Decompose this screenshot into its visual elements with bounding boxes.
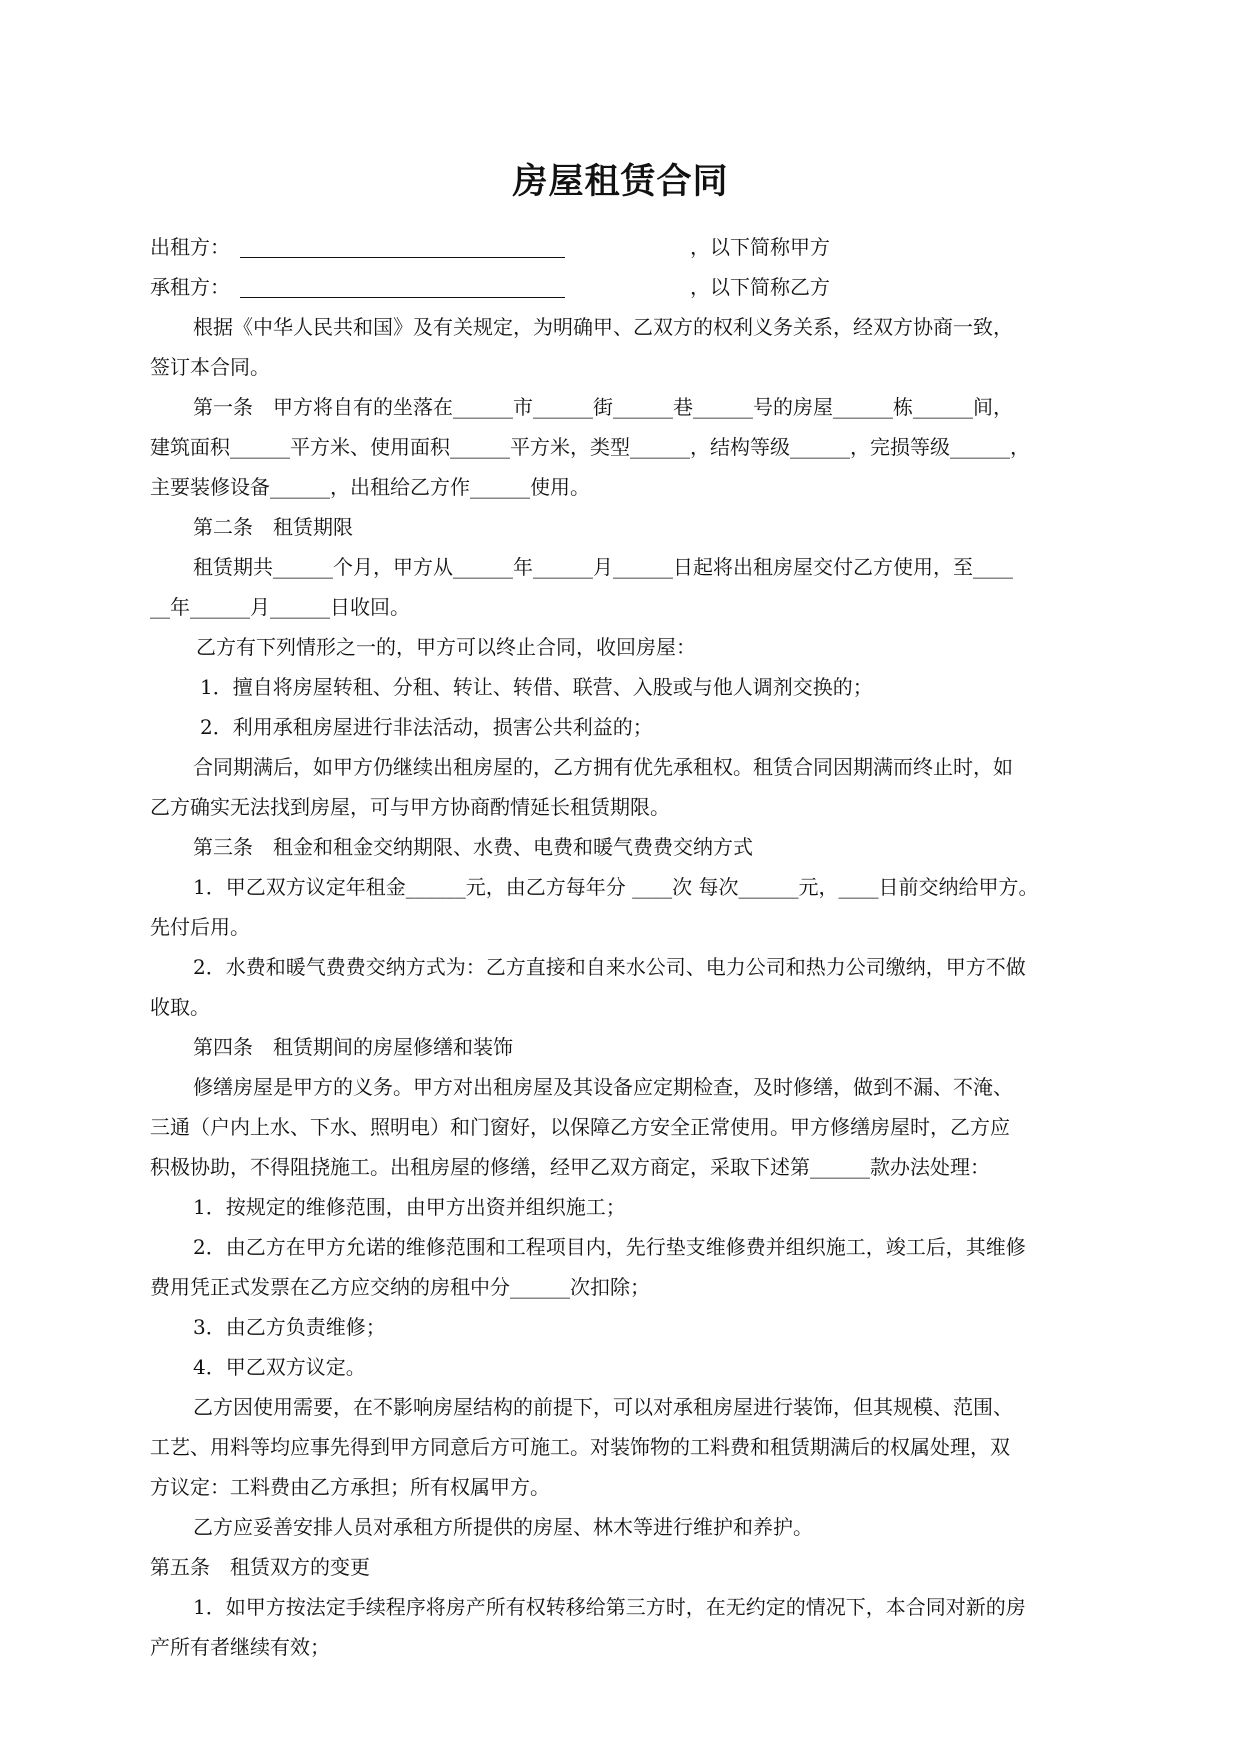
list-item: 1．如甲方按法定手续程序将房产所有权转移给第三方时，在无约定的情况下，本合同对新的房 <box>193 1595 1026 1619</box>
list-item: 2．由乙方在甲方允诺的维修范围和工程项目内，先行垫支维修费并组织施工，竣工后，其维修 <box>193 1235 1026 1259</box>
list-item: 1．甲乙双方议定年租金______元，由乙方每年分 ____次 每次______元，____日前交纳给甲方。 <box>193 875 1039 899</box>
paragraph-line: 先付后用。 <box>150 915 250 939</box>
paragraph-line: 积极协助，不得阻挠施工。出租房屋的修缮，经甲乙双方商定，采取下述第______款办法处理： <box>150 1155 990 1179</box>
paragraph-line: 合同期满后，如甲方仍继续出租房屋的，乙方拥有优先承租权。租赁合同因期满而终止时，如 <box>193 755 1013 779</box>
paragraph-line: 费用凭正式发票在乙方应交纳的房租中分______次扣除； <box>150 1275 650 1299</box>
paragraph-line: 收取。 <box>150 995 210 1019</box>
paragraph-line: 租赁期共______个月，甲方从______年______月______日起将出租房屋交付乙方使用，至____ <box>193 555 1013 579</box>
lessor-blank <box>240 235 565 258</box>
list-item: 2．水费和暖气费费交纳方式为：乙方直接和自来水公司、电力公司和热力公司缴纳，甲方不做 <box>193 955 1026 979</box>
paragraph-line: 根据《中华人民共和国》及有关规定，为明确甲、乙双方的权利义务关系，经双方协商一致， <box>193 315 1013 339</box>
section-heading: 第三条 租金和租金交纳期限、水费、电费和暖气费费交纳方式 <box>193 835 753 859</box>
paragraph-line: 乙方有下列情形之一的，甲方可以终止合同，收回房屋： <box>196 635 696 659</box>
paragraph-line: 建筑面积______平方米、使用面积______平方米，类型______，结构等级______，完损等级______， <box>150 435 1030 459</box>
paragraph-line: 第一条 甲方将自有的坐落在______市______街______巷______号的房屋______栋______间， <box>193 395 1013 419</box>
paragraph-line: 修缮房屋是甲方的义务。甲方对出租房屋及其设备应定期检查，及时修缮，做到不漏、不淹、 <box>193 1075 1013 1099</box>
list-item: 1．擅自将房屋转租、分租、转让、转借、联营、入股或与他人调剂交换的； <box>200 675 873 699</box>
lessor-suffix: ，以下简称甲方 <box>690 235 830 259</box>
lessee-suffix: ，以下简称乙方 <box>690 275 830 299</box>
paragraph-line: 三通（户内上水、下水、照明电）和门窗好，以保障乙方安全正常使用。甲方修缮房屋时，乙方应 <box>150 1115 1010 1139</box>
paragraph-line: 乙方确实无法找到房屋，可与甲方协商酌情延长租赁期限。 <box>150 795 670 819</box>
section-heading: 第四条 租赁期间的房屋修缮和装饰 <box>193 1035 513 1059</box>
paragraph-line: 乙方因使用需要，在不影响房屋结构的前提下，可以对承租房屋进行装饰，但其规模、范围、 <box>193 1395 1013 1419</box>
list-item: 2．利用承租房屋进行非法活动，损害公共利益的； <box>200 715 653 739</box>
paragraph-line: 产所有者继续有效； <box>150 1635 330 1659</box>
paragraph-line: 签订本合同。 <box>150 355 270 379</box>
paragraph-line: 方议定：工料费由乙方承担；所有权属甲方。 <box>150 1475 550 1499</box>
lessor-label: 出租方： <box>150 235 230 259</box>
paragraph-line: __年______月______日收回。 <box>150 595 410 619</box>
lessee-label: 承租方： <box>150 275 230 299</box>
paragraph-line: 乙方应妥善安排人员对承租方所提供的房屋、林木等进行维护和养护。 <box>193 1515 813 1539</box>
section-heading: 第五条 租赁双方的变更 <box>150 1555 370 1579</box>
list-item: 3．由乙方负责维修； <box>193 1315 386 1339</box>
section-heading: 第二条 租赁期限 <box>193 515 353 539</box>
document-title: 房屋租赁合同 <box>512 161 729 202</box>
lessee-blank <box>240 275 565 298</box>
paragraph-line: 工艺、用料等均应事先得到甲方同意后方可施工。对装饰物的工料费和租赁期满后的权属处理，双 <box>150 1435 1010 1459</box>
list-item: 1．按规定的维修范围，由甲方出资并组织施工； <box>193 1195 626 1219</box>
list-item: 4．甲乙双方议定。 <box>193 1355 366 1379</box>
paragraph-line: 主要装修设备______，出租给乙方作______使用。 <box>150 475 590 499</box>
